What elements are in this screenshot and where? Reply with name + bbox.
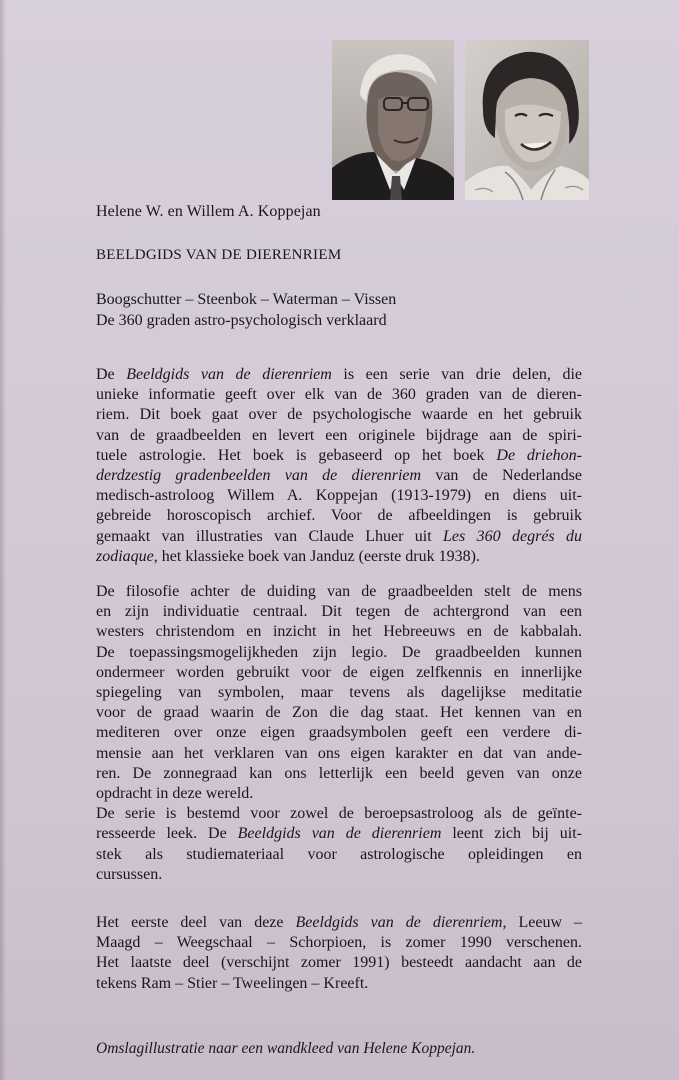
cover-illustration-credit: Omslagillustratie naar een wandkleed van Helene Koppejan. [96,1040,476,1057]
authors: Helene W. en Willem A. Koppejan [96,203,321,220]
photo-willem-koppejan [332,40,454,200]
text-line: Het laatste deel (verschijnt zomer 1991) besteedt aandacht aan de [96,954,582,972]
text-line: De Beeldgids van de dierenriem is een serie van drie delen, die [96,366,582,383]
text-line: Het eerste deel van deze Beeldgids van de dierenriem, Leeuw – [96,914,583,931]
paragraph-series [96,913,582,994]
text-line: gemaakt van illustraties van Claude Lhuer uit Les 360 degrés du [96,527,583,545]
text-line: medisch-astroloog Willem A. Koppejan (1913-1979) en diens uit- [96,487,582,505]
text-line: van de graadbeelden en levert een originele bijdrage aan de spiri- [96,426,582,444]
text-line: De filosofie achter de duiding van de graadbeelden stelt de mens [96,583,582,600]
paragraph-philosophy [96,582,582,885]
text-line: stek als studiemateriaal voor astrologische opleidingen en [96,845,582,863]
book-title: BEELDGIDS VAN DE DIERENRIEM [96,247,342,263]
text-line: voor de graad waarin de Zon die dag staat. Het kennen van en [96,704,582,722]
photo-helene-koppejan [465,40,589,200]
text-line: De toepassingsmogelijkheden zijn legio. De graadbeelden kunnen [96,643,582,661]
text-line: Maagd – Weegschaal – Schorpioen, is zomer 1990 verschenen. [96,934,582,952]
text-line: ren. De zonnegraad kan ons letterlijk een beeld geven van onze [96,764,582,782]
subtitle-signs: Boogschutter – Steenbok – Waterman – Vissen [96,291,397,308]
spine-shadow [0,0,6,1080]
text-line: spiegeling van symbolen, maar tevens als dagelijkse meditatie [96,684,582,702]
text-line: tuele astrologie. Het boek is gebaseerd op het boek De driehon- [96,446,583,464]
text-line: en zijn individuatie centraal. Dit tegen de achtergrond van een [96,603,582,621]
text-line: zodiaque, het klassieke boek van Janduz (eerste druk 1938). [96,547,480,565]
text-line: cursussen. [96,865,163,883]
text-line: riem. Dit boek gaat over de psychologische waarde en het gebruik [96,406,582,424]
text-line: derdzestig gradenbeelden van de dierenriem van de Nederlandse [96,467,582,485]
text-line: gebreide horoscopisch archief. Voor de afbeeldingen is gebruik [96,507,582,525]
text-line: mediteren over onze eigen graadsymbolen geeft een verdere di- [96,724,582,742]
text-line: mensie aan het verklaren van ons eigen karakter en dat van ande- [96,744,582,762]
text-line: ondermeer worden gebruikt voor de eigen zelfkennis en innerlijke [96,663,582,681]
text-line: opdracht in deze wereld. [96,785,254,803]
text-line: westers christendom en inzicht in het Hebreeuws en de kabbalah. [96,623,582,641]
subtitle-description: De 360 graden astro-psychologisch verklaard [96,312,387,329]
text-line: tekens Ram – Stier – Tweelingen – Kreeft. [96,974,369,992]
paragraph-intro [96,365,582,567]
text-line: De serie is bestemd voor zowel de beroepsastroloog als de geïnte- [96,805,582,823]
text-line: resseerde leek. De Beeldgids van de dierenriem leent zich bij uit- [96,825,583,843]
text-line: unieke informatie geeft over elk van de 360 graden van de dieren- [96,386,582,404]
subtitle [96,289,396,331]
